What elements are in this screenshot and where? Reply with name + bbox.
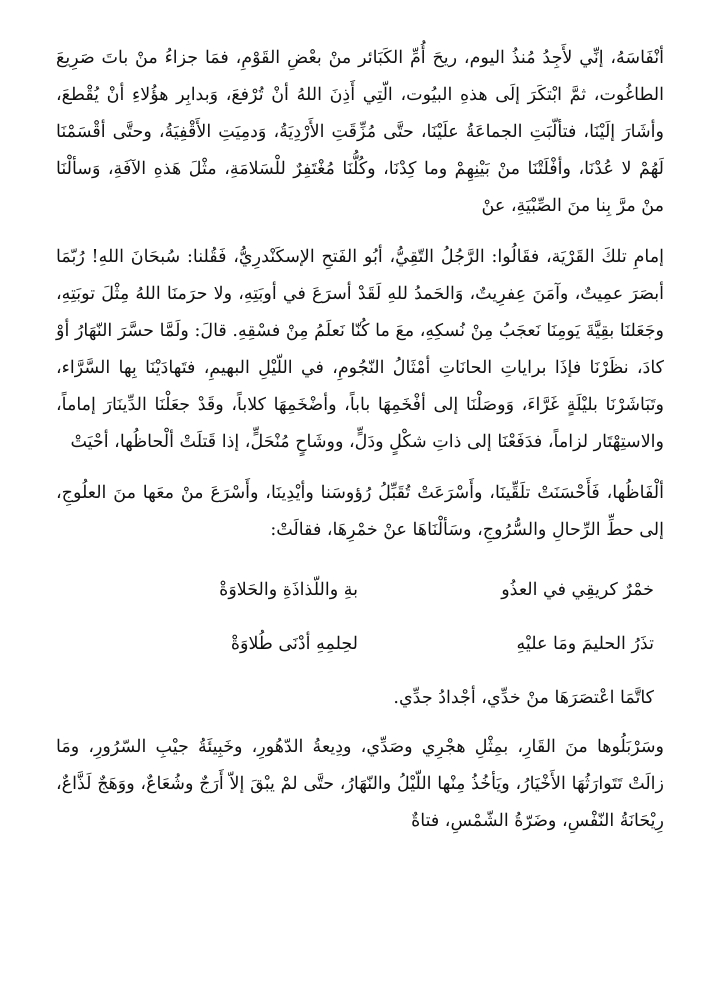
- verse-line-2: [56, 617, 654, 671]
- paragraph-4: وسَرْبَلُوها منَ القَارِ، بمِثْلِ هجْرِي وصَدِّي، ودِيعةُ الدّهُورِ، وخَبِيئَةُ جيْبِ السّرُورِ، ومَا زالَتْ تَتَوارَثُهَا الأَخْيَارُ، ويَأخُذُ مِنْها اللّيْلُ والنّهَارُ، حتَّى لمْ يبْقَ إلاّ أَرَجٌ وشُعَاعٌ، ووَهَجٌ لَذَّاعٌ، رِيْحَانَةُ النّفْسِ، وضَرّةُ الشّمْسِ، فتاةٌ: [56, 737, 664, 831]
- verse-1-second-hemistich: بةِ واللّذاذَةِ والحَلاوَةْ: [219, 580, 358, 600]
- paragraph-2: إمامِ تلكَ القَرْيَة، فقَالُوا: الرَّجُلُ التّقِيُّ، أبُو الفَتحِ الإسكَنْدرِيُّ، فَقُلنا: سُبحَانَ اللهِ! رُبّمَا أبصَرَ عمِيتٌ، وآمَنَ عِفرِيتٌ، وَالحَمدُ للهِ لَقَدْ أسرَعَ في أوبَتِهِ، ولا حرَمنَا اللهُ مِثْلَ توبَتِهِ، وجَعَلنَا بقِيَّةَ يَومِنَا نَعجَبُ مِنْ نُسكِهِ، معَ ما كُنّا نَعلَمُ مِنْ فسْقِهِ. قالَ: ولَمَّا حسَّرَ النّهَارُ أوْ كادَ، نظَرْنَا فإذَا براياتِ الحانَاتِ أمْثَالُ النّجُومِ، في اللّيْلِ البهيمِ، فتَهادَيْنَا بِها السَّرَّاء، وتَبَاشَرْنَا بليْلَةٍ غَرَّاءَ، وَوصَلْنَا إلى أفْخَمِهَا باباً، وأضْخَمِهَا كلاباً، وقَدْ جعَلْنَا الدِّينَارَ إماماً، والاستِهْتَار لزاماً، فدَفَعْنَا إلى ذاتِ شكْلٍ ودَلٍّ، ووشَاحٍ مُنْحَلٍّ، إذا قَتلَتْ ألْحاظُها، أحْيَتْ: [56, 247, 664, 452]
- poem-verses: [56, 563, 664, 725]
- verse-2-second-hemistich: لحِلمِهِ أدْنَى طُلاوَةْ: [230, 634, 358, 654]
- verse-line-3: [56, 671, 654, 725]
- verse-2-first-hemistich: تذَرُ الحليمَ ومَا عليْهِ: [516, 634, 654, 654]
- verse-line-1: [56, 563, 654, 617]
- verse-3-text: كاتَّمَا اعْتصَرَهَا منْ خدِّي، أجْدادُ جدِّي.: [393, 688, 654, 708]
- paragraph-1: أنْفَاسَهُ، إنِّي لأَجِدُ مُنذُ اليوم، ريحَ أُمِّ الكَبَائر منْ بعْضِ القَوْمِ، فمَا جزاءُ منْ باتَ صَرِيعَ الطاغُوت، ثمَّ ابْتكَرَ إلَى هذهِ البيُوت، الّتِي أَذِنَ اللهُ أنْ تُرْفعَ، وَبدابِر هؤُلاءِ أنْ يُقْطعَ، وأشَارَ إلَيْنَا، فتألّبَتِ الجماعَةُ علَيْنَا، حتَّى مُزِّقَتِ الأَرْدِيَةُ، وَدمِيَتِ الأَقْفِيَةُ، وحتَّى أقْسَمْنَا لَهُمْ لا عُدْنَا، وأفْلَتْنَا منْ بَيْنِهِمْ وما كِدْنَا، وكُلُّنَا مُغْتَفِرٌ للْسَلامَةِ، مثْلَ هَذهِ الآفَةِ، وَسألْنَا منْ مرَّ بِنا منَ الصِّبْيَةِ، عنْ: [56, 48, 664, 216]
- paragraph-3: ألْفَاظُها، فَأَحْسَنَتْ تلَقِّينَا، وأَسْرَعَتْ تُقَبِّلُ رُؤوسَنا وأيْدِينَا، وأَسْرَعَ منْ معَها منَ العلُوجِ، إلى حطِّ الرِّحالِ والسُّرُوجِ، وسَألْنَاهَا عنْ خمْرِهَا، فقالَتْ:: [56, 483, 664, 540]
- verse-1-first-hemistich: خمْرٌ كريقِي في العذُو: [501, 580, 654, 600]
